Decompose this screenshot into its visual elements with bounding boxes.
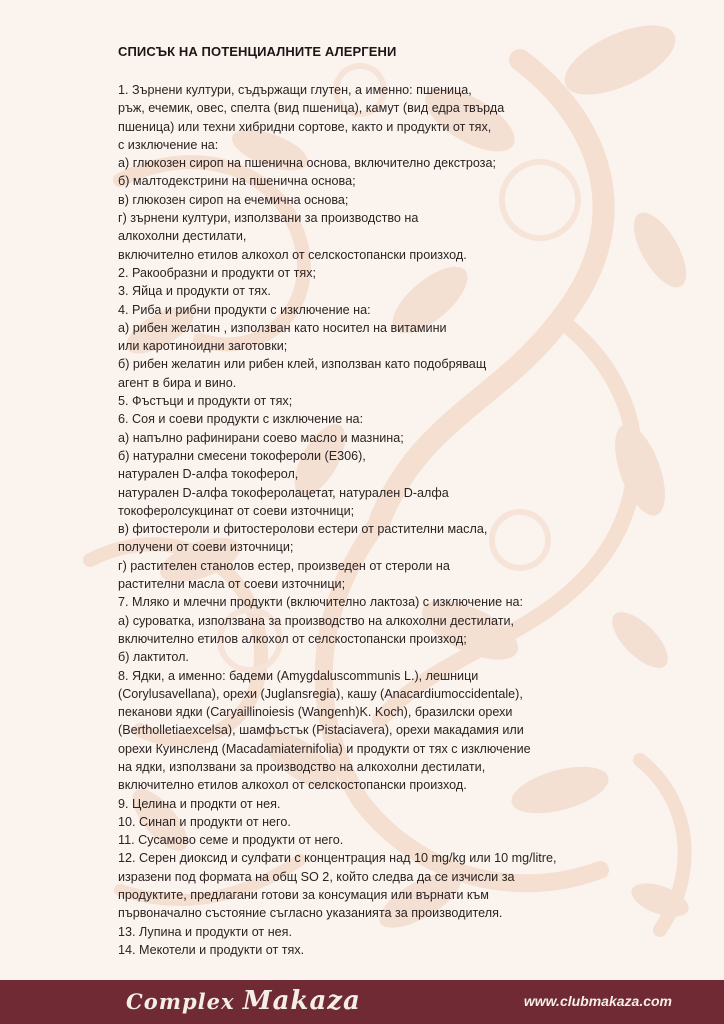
text-line: с изключение на: bbox=[118, 137, 219, 152]
allergen-lines bbox=[118, 81, 618, 959]
text-line: (Bertholletiaexcelsa), шамфъстък (Pistaciavera), орехи макадамия или bbox=[118, 723, 524, 738]
text-line: 4. Риба и рибни продукти с изключение на: bbox=[118, 302, 371, 317]
text-line: 10. Синап и продукти от него. bbox=[118, 814, 291, 829]
text-line: включително етилов алкохол от селскостопански произход. bbox=[118, 778, 467, 793]
text-line: 6. Соя и соеви продукти с изключение на: bbox=[118, 412, 364, 427]
text-line: 3. Яйца и продукти от тях. bbox=[118, 284, 271, 299]
text-line: включително етилов алкохол от селскостопански произход; bbox=[118, 631, 467, 646]
text-line: на ядки, използвани за производство на алкохолни дестилати, bbox=[118, 759, 486, 774]
text-line: б) малтодекстрини на пшенична основа; bbox=[118, 174, 356, 189]
text-line: г) растителен станолов естер, произведен от стероли на bbox=[118, 558, 450, 573]
text-line: 11. Сусамово семе и продукти от него. bbox=[118, 833, 344, 848]
text-line: натурален D-алфа токоферолацетат, натурален D-алфа bbox=[118, 485, 449, 500]
text-line: натурален D-алфа токоферол, bbox=[118, 467, 299, 482]
text-line: 13. Лупина и продукти от нея. bbox=[118, 924, 292, 939]
text-line: в) фитостероли и фитостеролови естери от растителни масла, bbox=[118, 522, 488, 537]
text-line: 14. Мекотели и продукти от тях. bbox=[118, 942, 305, 957]
footer-bar bbox=[0, 980, 724, 1024]
text-line: а) рибен желатин , използван като носител на витамини bbox=[118, 320, 447, 335]
text-line: а) напълно рафинирани соево масло и мазнина; bbox=[118, 430, 404, 445]
text-line: алкохолни дестилати, bbox=[118, 229, 247, 244]
text-line: в) глюкозен сироп на ечемична основа; bbox=[118, 192, 349, 207]
text-line: 5. Фъстъци и продукти от тях; bbox=[118, 394, 293, 409]
text-line: изразени под формата на общ SO 2, който следва да се изчисли за bbox=[118, 869, 515, 884]
text-line: а) суроватка, използвана за производство на алкохолни дестилати, bbox=[118, 613, 515, 628]
document-title: СПИСЪК НА ПОТЕНЦИАЛНИТЕ АЛЕРГЕНИ bbox=[118, 44, 397, 59]
text-line: 7. Мляко и млечни продукти (включително лактоза) с изключение на: bbox=[118, 595, 524, 610]
text-line: 8. Ядки, а именно: бадеми (Amygdaluscommunis L.), лешници bbox=[118, 668, 479, 683]
brand-first-word: Complex bbox=[126, 989, 235, 1014]
text-line: продуктите, предлагани готови за консумация или върнати към bbox=[118, 888, 489, 903]
text-line: г) зърнени култури, използвани за производство на bbox=[118, 211, 419, 226]
brand-logo bbox=[126, 984, 361, 1019]
website-url[interactable]: www.clubmakaza.com bbox=[523, 993, 672, 1009]
text-line: 1. Зърнени култури, съдържащи глутен, а именно: пшеница, bbox=[118, 83, 472, 97]
text-line: агент в бира и вино. bbox=[118, 375, 237, 390]
text-line: получени от соеви източници; bbox=[118, 540, 294, 555]
text-line: орехи Куинсленд (Macadamiaternifolia) и продукти от тях с изключение bbox=[118, 741, 531, 756]
text-line: 12. Серен диоксид и сулфати с концентрация над 10 mg/kg или 10 mg/litre, bbox=[118, 851, 557, 866]
text-line: токоферолсукцинат от соеви източници; bbox=[118, 503, 355, 518]
text-line: растителни масла от соеви източници; bbox=[118, 577, 346, 592]
allergen-list bbox=[118, 44, 618, 959]
text-line: а) глюкозен сироп на пшенична основа, включително декстроза; bbox=[118, 156, 496, 171]
text-line: ръж, ечемик, овес, спелта (вид пшеница), камут (вид едра твърда bbox=[118, 101, 505, 116]
text-line: първоначално състояние съгласно указанията за производителя. bbox=[118, 906, 503, 921]
text-line: пшеница) или техни хибридни сортове, както и продукти от тях, bbox=[118, 119, 492, 134]
brand-second-word: Makaza bbox=[242, 986, 361, 1016]
text-line: пеканови ядки (Caryaillinoiesis (Wangenh)K. Koch), бразилски орехи bbox=[118, 705, 513, 720]
text-line: 9. Целина и продкти от нея. bbox=[118, 796, 281, 811]
text-line: включително етилов алкохол от селскостопански произход. bbox=[118, 247, 467, 262]
text-line: (Corylusavellana), орехи (Juglansregia), кашу (Anacardiumoccidentale), bbox=[118, 686, 523, 701]
text-line: 2. Ракообразни и продукти от тях; bbox=[118, 265, 317, 280]
text-line: б) натурални смесени токофероли (Е306), bbox=[118, 448, 366, 463]
text-line: или каротиноидни заготовки; bbox=[118, 339, 288, 354]
text-line: б) рибен желатин или рибен клей, използван като подобряващ bbox=[118, 357, 487, 372]
text-line: б) лактитол. bbox=[118, 650, 189, 665]
